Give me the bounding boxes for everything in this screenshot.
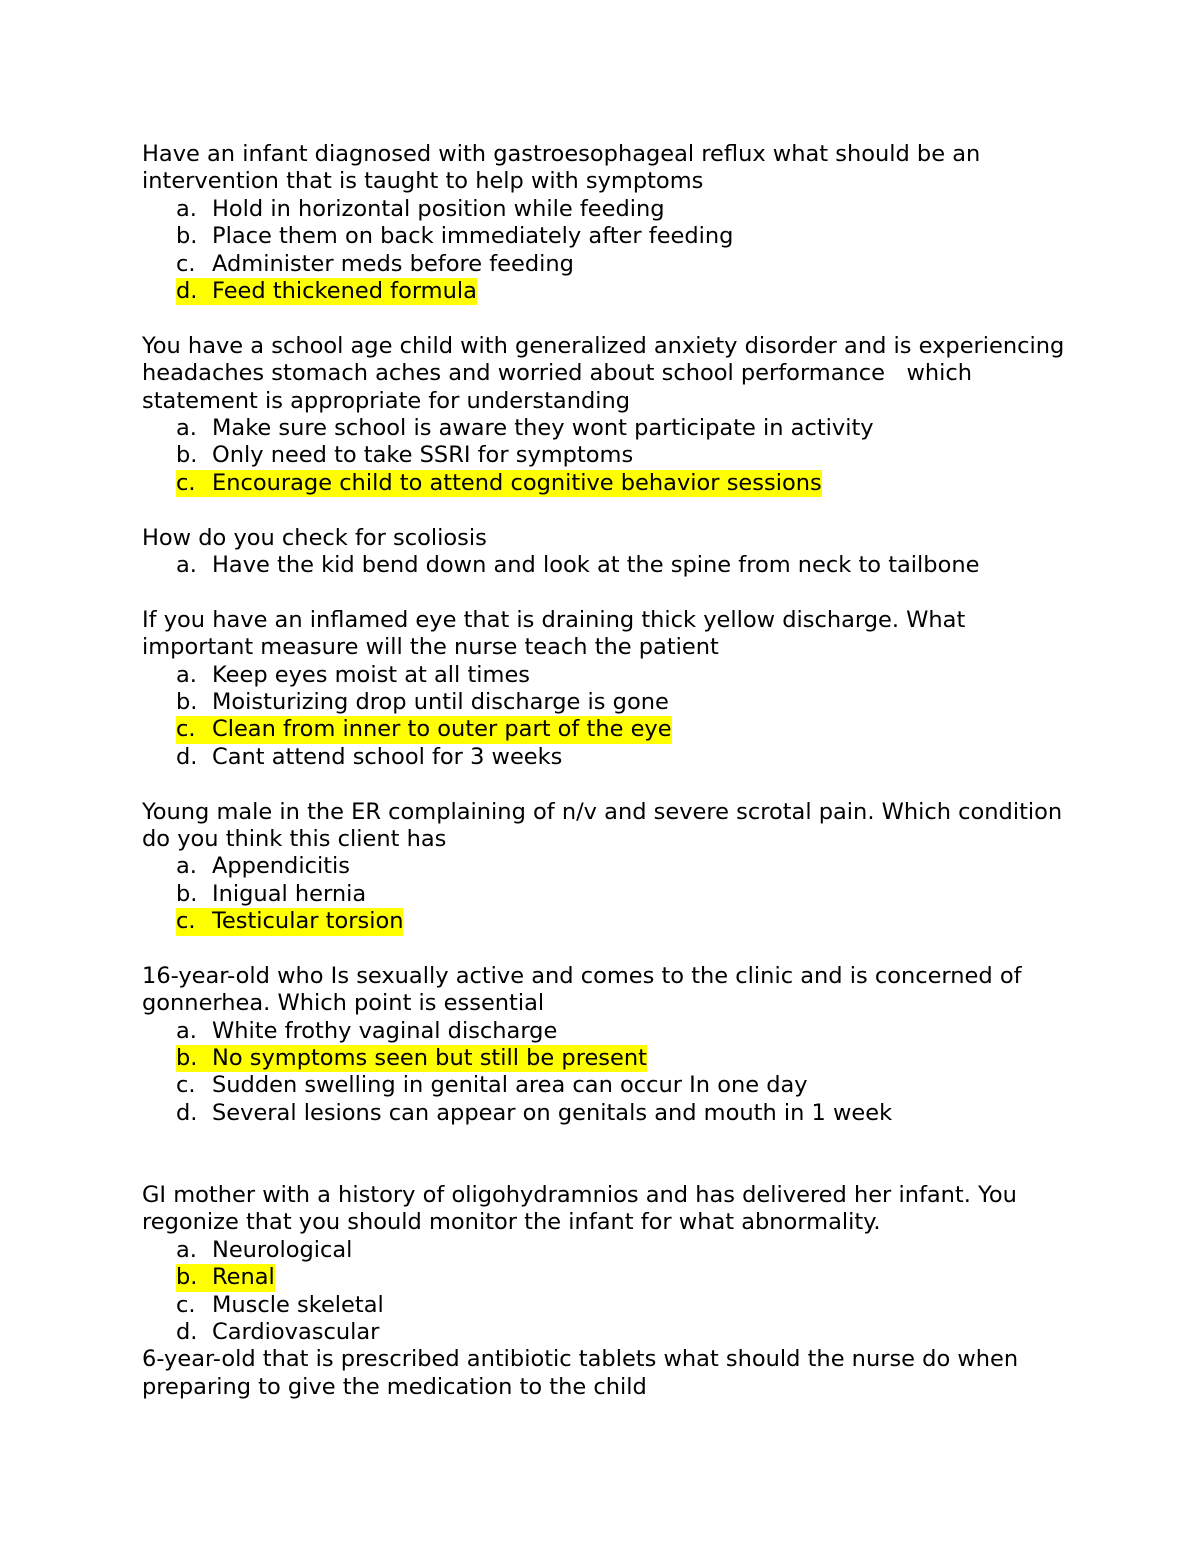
option-text: Muscle skeletal bbox=[212, 1291, 384, 1318]
highlight bbox=[176, 470, 822, 497]
option-item-highlighted bbox=[142, 1045, 1082, 1072]
option-list bbox=[142, 853, 1082, 935]
option-text: Inigual hernia bbox=[212, 880, 367, 907]
option-marker: a. bbox=[176, 195, 197, 222]
blank-line bbox=[142, 579, 1082, 606]
question-stem: You have a school age child with generalized anxiety disorder and is experiencing headaches stomach aches and worried about school performance which statement is appropriate for understanding bbox=[142, 332, 1072, 414]
option-list bbox=[142, 196, 1082, 306]
option-item bbox=[142, 1018, 1082, 1045]
highlight bbox=[176, 1045, 647, 1072]
option-text: Place them on back immediately after feeding bbox=[212, 223, 734, 250]
option-item-highlighted bbox=[142, 908, 1082, 935]
option-list bbox=[142, 1018, 1082, 1128]
option-marker: a. bbox=[176, 1017, 197, 1044]
option-text: Cant attend school for 3 weeks bbox=[212, 743, 563, 770]
option-item bbox=[142, 415, 1082, 442]
option-marker: b. bbox=[176, 223, 198, 250]
option-marker: a. bbox=[176, 551, 197, 578]
blank-line bbox=[142, 305, 1082, 332]
option-item bbox=[142, 1292, 1082, 1319]
option-marker: b. bbox=[176, 1045, 198, 1072]
option-marker: d. bbox=[176, 1099, 198, 1126]
option-item bbox=[142, 1100, 1082, 1127]
option-item bbox=[142, 853, 1082, 880]
option-item-highlighted bbox=[142, 278, 1082, 305]
question-stem: 16-year-old who Is sexually active and comes to the clinic and is concerned of gonnerhea. Which point is essential bbox=[142, 962, 1029, 1017]
question-4 bbox=[142, 607, 1082, 771]
blank-line bbox=[142, 935, 1082, 962]
blank-line bbox=[142, 771, 1082, 798]
option-item-highlighted bbox=[142, 716, 1082, 743]
option-item bbox=[142, 744, 1082, 771]
question-3 bbox=[142, 525, 1082, 580]
option-text: No symptoms seen but still be present bbox=[212, 1045, 647, 1072]
option-text: Testicular torsion bbox=[212, 908, 404, 935]
option-list bbox=[142, 415, 1082, 497]
question-stem: GI mother with a history of oligohydramnios and has delivered her infant. You regonize that you should monitor the infant for what abnormality. bbox=[142, 1182, 1024, 1236]
option-item bbox=[142, 689, 1082, 716]
question-6 bbox=[142, 963, 1082, 1127]
question-8 bbox=[142, 1346, 1082, 1401]
highlight bbox=[176, 908, 403, 935]
option-item bbox=[142, 1319, 1082, 1346]
question-2 bbox=[142, 333, 1082, 497]
option-text: Clean from inner to outer part of the eye bbox=[212, 716, 672, 743]
option-item bbox=[142, 223, 1082, 250]
option-text: Neurological bbox=[212, 1236, 353, 1263]
option-marker: c. bbox=[176, 908, 196, 935]
question-stem: 6-year-old that is prescribed antibiotic tablets what should the nurse do when preparing to give the medication to the child bbox=[142, 1346, 1026, 1400]
option-marker: c. bbox=[176, 1291, 196, 1318]
option-list bbox=[142, 1237, 1082, 1347]
question-stem: Have an infant diagnosed with gastroesophageal reflux what should be an intervention that is taught to help with symptoms bbox=[142, 141, 988, 195]
question-stem: How do you check for scoliosis bbox=[142, 524, 487, 551]
option-marker: c. bbox=[176, 716, 196, 743]
blank-lines bbox=[142, 1127, 1082, 1182]
option-text: Several lesions can appear on genitals and mouth in 1 week bbox=[212, 1099, 893, 1126]
option-text: White frothy vaginal discharge bbox=[212, 1017, 558, 1044]
option-text: Encourage child to attend cognitive behavior sessions bbox=[212, 469, 822, 496]
question-stem: If you have an inflamed eye that is draining thick yellow discharge. What important measure will the nurse teach the patient bbox=[142, 606, 973, 661]
option-list bbox=[142, 552, 1082, 579]
option-text: Appendicitis bbox=[212, 853, 351, 880]
option-marker: c. bbox=[176, 250, 196, 277]
option-item bbox=[142, 881, 1082, 908]
option-text: Only need to take SSRI for symptoms bbox=[212, 442, 634, 469]
option-item bbox=[142, 442, 1082, 469]
highlight bbox=[176, 716, 672, 743]
blank-line bbox=[142, 497, 1082, 524]
option-text: Hold in horizontal position while feeding bbox=[212, 195, 665, 222]
option-marker: b. bbox=[176, 1264, 198, 1291]
option-marker: d. bbox=[176, 277, 198, 304]
option-marker: a. bbox=[176, 853, 197, 880]
option-marker: a. bbox=[176, 1236, 197, 1263]
option-item bbox=[142, 1072, 1082, 1099]
question-5 bbox=[142, 799, 1082, 936]
option-marker: c. bbox=[176, 469, 196, 496]
option-marker: b. bbox=[176, 880, 198, 907]
highlight bbox=[176, 1264, 275, 1291]
option-text: Administer meds before feeding bbox=[212, 250, 574, 277]
option-item bbox=[142, 251, 1082, 278]
question-7 bbox=[142, 1182, 1082, 1346]
option-marker: d. bbox=[176, 1319, 198, 1346]
highlight bbox=[176, 278, 477, 305]
option-text: Moisturizing drop until discharge is gone bbox=[212, 688, 669, 715]
option-item bbox=[142, 196, 1082, 223]
option-text: Cardiovascular bbox=[212, 1319, 380, 1346]
option-text: Make sure school is aware they wont participate in activity bbox=[212, 414, 874, 441]
option-text: Sudden swelling in genital area can occur In one day bbox=[212, 1072, 808, 1099]
option-text: Have the kid bend down and look at the spine from neck to tailbone bbox=[212, 551, 980, 578]
option-marker: b. bbox=[176, 688, 198, 715]
option-item-highlighted bbox=[142, 1264, 1082, 1291]
question-1 bbox=[142, 141, 1082, 305]
option-marker: b. bbox=[176, 442, 198, 469]
option-marker: a. bbox=[176, 661, 197, 688]
option-marker: a. bbox=[176, 414, 197, 441]
option-text: Renal bbox=[212, 1264, 275, 1291]
document-page bbox=[142, 141, 1082, 1401]
option-item-highlighted bbox=[142, 470, 1082, 497]
option-text: Feed thickened formula bbox=[212, 277, 477, 304]
option-item bbox=[142, 1237, 1082, 1264]
option-marker: d. bbox=[176, 743, 198, 770]
option-item bbox=[142, 662, 1082, 689]
option-item bbox=[142, 552, 1082, 579]
option-text: Keep eyes moist at all times bbox=[212, 661, 531, 688]
option-marker: c. bbox=[176, 1072, 196, 1099]
question-stem: Young male in the ER complaining of n/v and severe scrotal pain. Which condition do you think this client has bbox=[142, 798, 1070, 852]
option-list bbox=[142, 662, 1082, 772]
